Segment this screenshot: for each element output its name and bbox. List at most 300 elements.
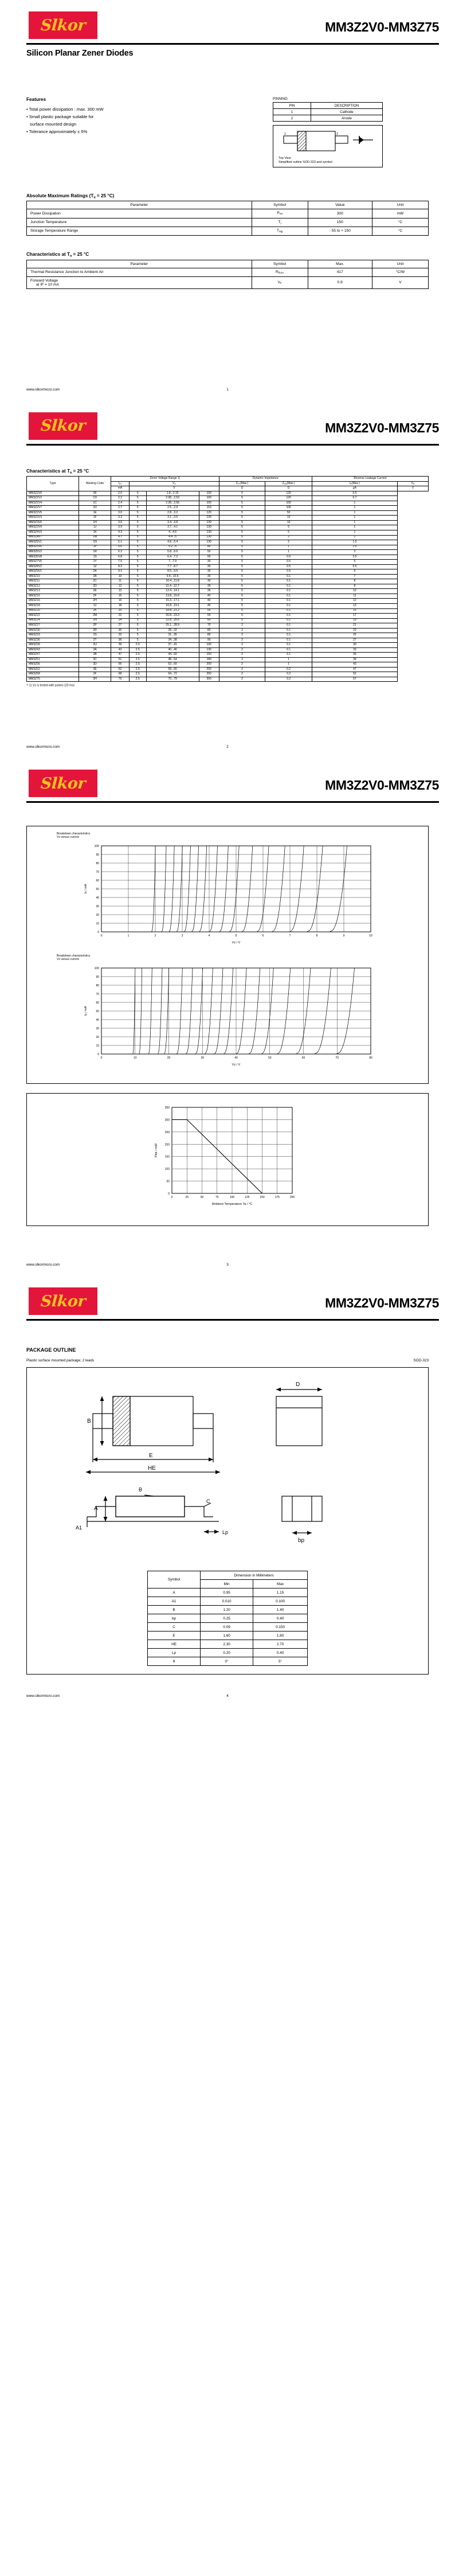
zener-marking: 1J: [79, 525, 111, 530]
zener-value: 10: [265, 520, 312, 525]
zener-value: 0.7: [312, 496, 397, 501]
zener-marking: 1Z: [79, 564, 111, 569]
page-footer: [26, 743, 429, 749]
zener-value: 130: [199, 540, 219, 545]
zener-type: MM3Z47: [27, 653, 79, 658]
dim-symbol: B: [148, 1606, 201, 1614]
table-row: [27, 535, 429, 540]
zener-value: 100: [199, 501, 219, 506]
zener-value: 5: [219, 589, 265, 594]
table-row: [27, 608, 429, 614]
breakdown-charts-frame: [26, 826, 429, 1084]
zener-value: 30: [199, 564, 219, 569]
zener-value: 2: [219, 628, 265, 633]
parameter-symbol: $T_{stg}$: [252, 227, 308, 235]
table-row: [27, 584, 429, 589]
zener-value: 40: [199, 594, 219, 599]
zener-value: 3.4...3.8: [146, 520, 199, 525]
footer-url: www.slkormicro.com: [26, 745, 60, 750]
zener-value: 4.7: [111, 535, 130, 540]
col-group-reverse-leakage: Reverse Leakage Current: [312, 477, 428, 482]
table-row: [27, 614, 429, 619]
table-header-row: [27, 477, 429, 482]
zener-value: 150: [199, 653, 219, 658]
zener-type: MM3Z13: [27, 589, 79, 594]
abs-max-title: Absolute Maximum Ratings ($T_a = 25$ °C): [26, 193, 115, 200]
zener-type: MM3Z12: [27, 584, 79, 589]
package-code: SOD-323: [413, 1359, 429, 1363]
x-tick-label: 0: [100, 934, 103, 938]
table-row: [27, 218, 429, 227]
package-drawing: [27, 1373, 428, 1563]
y-tick-label: 10: [96, 1044, 99, 1048]
pin-description: Anode: [311, 115, 383, 122]
zener-value: 30: [199, 569, 219, 575]
dim-label-D: D: [296, 1381, 300, 1388]
table-row: [148, 1606, 308, 1614]
zener-marking: 1D: [79, 506, 111, 511]
col-symbol: Symbol: [148, 1571, 201, 1588]
dim-max: 0.40: [253, 1649, 308, 1657]
zener-value: 1: [312, 510, 397, 516]
zener-value: 4.4...5: [146, 535, 199, 540]
package-caption: [279, 157, 332, 165]
zener-value: 5: [219, 608, 265, 614]
y-tick-label: 0: [97, 1053, 99, 1057]
col-unit: Unit: [372, 260, 428, 268]
table-row: [27, 672, 429, 677]
package-caption-line1: Top View: [279, 157, 291, 160]
y-tick-label: 50: [96, 888, 99, 892]
zener-value: 16: [111, 599, 130, 604]
zener-value: 43: [111, 647, 130, 653]
zener-value: 5: [219, 564, 265, 569]
x-tick-label: 40: [234, 1056, 238, 1060]
dim-symbol: A: [148, 1588, 201, 1597]
zener-value: 80: [199, 628, 219, 633]
zener-marking: 1M: [79, 535, 111, 540]
zener-value: 35: [199, 584, 219, 589]
zener-value: 16.8...19.1: [146, 603, 199, 608]
zener-type: MM3Z4V3: [27, 530, 79, 536]
zener-marking: 3A: [79, 647, 111, 653]
zener-value: 44...50: [146, 653, 199, 658]
zener-value: 5: [219, 618, 265, 623]
dim-min: 1.60: [201, 1632, 253, 1640]
zener-value: 5: [129, 510, 146, 516]
parameter-name-line2: at IF = 10 mA: [36, 282, 59, 287]
zener-value: 6.8: [111, 555, 130, 560]
characteristics-section: [26, 252, 429, 289]
col-ir: $I_R(Max.)$: [312, 481, 397, 486]
zener-value: 100: [265, 501, 312, 506]
zener-value: 5: [129, 540, 146, 545]
zener-value: 2: [219, 662, 265, 668]
y-tick-label: 50: [96, 1010, 99, 1014]
zener-value: 1: [312, 506, 397, 511]
zener-type: MM3Z15: [27, 594, 79, 599]
table-row: [27, 657, 429, 662]
table-header-row: [27, 260, 429, 268]
zener-value: 18.8...21.2: [146, 608, 199, 614]
zener-marking: 2F: [79, 594, 111, 599]
table-row: [273, 115, 383, 122]
table-row: [27, 209, 429, 218]
table-row: [27, 574, 429, 579]
zener-value: 5.6: [111, 545, 130, 550]
package-outline-svg: [53, 1373, 402, 1563]
logo-text: Slkor: [40, 1292, 87, 1310]
zener-type: MM3Z22: [27, 614, 79, 619]
zener-marking: 2P: [79, 623, 111, 629]
zener-type: MM3Z3V3: [27, 516, 79, 521]
table-row: [27, 603, 429, 608]
x-tick-label: 150: [260, 1196, 265, 1200]
characteristics-table: [26, 260, 429, 289]
table-row: [27, 560, 429, 565]
col-unit: Unit: [372, 201, 428, 209]
company-logo: [29, 770, 97, 797]
y-tick-label: 30: [96, 905, 99, 909]
table-row: [27, 550, 429, 555]
dim-min: 2.30: [201, 1640, 253, 1649]
zener-value: 2: [219, 643, 265, 648]
y-tick-label: 100: [164, 1168, 170, 1172]
zener-value: 9.4...10.6: [146, 574, 199, 579]
table-row: [27, 647, 429, 653]
page-3: [0, 767, 455, 1273]
zener-value: 31...35: [146, 633, 199, 638]
zener-table-note: $^{1)}$ 1) Vz is tested with pulses (20 ms).: [26, 684, 76, 688]
zener-value: 2.0: [111, 491, 130, 496]
col-zzt: $Z_{ZT}(Max.)$: [219, 481, 265, 486]
zener-type: MM3Z24: [27, 618, 79, 623]
x-tick-label: 175: [274, 1196, 280, 1200]
zener-value: 8.5...9.6: [146, 569, 199, 575]
zener-value: 120: [265, 491, 312, 496]
y-tick-label: 100: [94, 967, 99, 971]
dim-symbol: Lp: [148, 1649, 201, 1657]
zener-value: 100: [199, 491, 219, 496]
zener-value: 130: [199, 520, 219, 525]
zener-marking: 2C: [79, 579, 111, 584]
zener-value: 130: [199, 530, 219, 536]
zener-value: 2.4: [111, 501, 130, 506]
zener-value: 0.1: [265, 574, 312, 579]
zener-value: 100: [199, 496, 219, 501]
zener-value: 0.5: [312, 491, 397, 496]
zener-type: MM3Z18: [27, 603, 79, 608]
zener-value: 2: [219, 672, 265, 677]
zener-type: MM3Z10: [27, 574, 79, 579]
zener-table-body: [27, 491, 429, 682]
package-drawing-box: [26, 1367, 429, 1675]
zener-value: 5: [129, 506, 146, 511]
chart-2-svg: [67, 961, 388, 1073]
zener-value: 2.7: [111, 506, 130, 511]
zener-value: 4.8...5.4: [146, 540, 199, 545]
features-section: [26, 97, 429, 171]
zener-value: 33: [111, 633, 130, 638]
zener-value: 200: [199, 662, 219, 668]
zener-value: 58...66: [146, 667, 199, 672]
zener-value: 3: [312, 550, 397, 555]
abs-max-section: [26, 193, 429, 236]
zener-value: 2.2: [111, 496, 130, 501]
zener-marking: 1P: [79, 545, 111, 550]
zener-value: 5: [219, 584, 265, 589]
zener-value: 45: [199, 603, 219, 608]
table-row: [27, 628, 429, 633]
zener-value: 6.2: [111, 550, 130, 555]
table-row: [27, 633, 429, 638]
zener-value: 18: [111, 603, 130, 608]
zener-value: 5: [219, 496, 265, 501]
zener-value: 5: [129, 545, 146, 550]
zener-type: MM3Z3V6: [27, 520, 79, 525]
zener-type: MM3Z27: [27, 623, 79, 629]
zener-value: 10: [111, 574, 130, 579]
zener-value: 2: [219, 653, 265, 658]
dim-label-A1: A1: [76, 1525, 83, 1531]
table-row: [148, 1588, 308, 1597]
zener-value: 5: [219, 516, 265, 521]
unit-vr: V: [397, 486, 428, 491]
zener-value: 5: [219, 530, 265, 536]
x-tick-label: 1: [127, 934, 130, 938]
zener-type: MM3Z3V9: [27, 525, 79, 530]
zener-value: 5: [219, 594, 265, 599]
zener-value: 5.5: [312, 564, 397, 569]
y-tick-label: 0: [168, 1192, 170, 1196]
zener-marking: 3B: [79, 653, 111, 658]
zener-value: 180: [199, 657, 219, 662]
package-caption-line2: Simplified outline SOD-323 and symbol: [279, 161, 332, 164]
dim-symbol: θ: [148, 1657, 201, 1666]
table-row: [27, 268, 429, 276]
zener-value: 5: [219, 520, 265, 525]
zener-value: 2: [265, 535, 312, 540]
zener-type: MM3Z2V0: [27, 491, 79, 496]
pinning-section: [273, 97, 396, 167]
zener-value: 13: [111, 589, 130, 594]
zener-marking: 2A: [79, 569, 111, 575]
zener-marking: 2J: [79, 603, 111, 608]
zener-value: 130: [199, 525, 219, 530]
zener-type: MM3Z5V6: [27, 545, 79, 550]
col-min: Min: [201, 1580, 253, 1588]
zener-value: 3.0: [111, 510, 130, 516]
part-number-title: MM3Z2V0-MM3Z75: [325, 778, 439, 793]
abs-max-table: [26, 201, 429, 236]
zener-value: 5: [219, 491, 265, 496]
zener-value: 2.5: [129, 672, 146, 677]
table-row: [27, 520, 429, 525]
header-rule: [26, 43, 439, 45]
zener-type: MM3Z11: [27, 579, 79, 584]
dim-min: 0.09: [201, 1623, 253, 1632]
zener-value: 28...32: [146, 628, 199, 633]
table-row: [27, 501, 429, 506]
parameter-name: Thermal Resistance Junction to Ambient Air: [27, 268, 252, 276]
zener-value: 40: [199, 599, 219, 604]
table-row: [27, 276, 429, 288]
zener-value: 27: [111, 623, 130, 629]
dim-label-HE: HE: [148, 1465, 156, 1472]
zener-value: 3.5: [312, 555, 397, 560]
table-row: [27, 618, 429, 623]
part-number-title: MM3Z2V0-MM3Z75: [325, 420, 439, 435]
zener-marking: 1F: [79, 516, 111, 521]
table-row: [27, 545, 429, 550]
zener-type: MM3Z2V2: [27, 496, 79, 501]
table-row: [27, 516, 429, 521]
x-tick-label: 5: [235, 934, 237, 938]
zener-type: MM3Z39: [27, 643, 79, 648]
table-row: [27, 667, 429, 672]
table-row: [148, 1649, 308, 1657]
x-tick-label: 0: [171, 1196, 173, 1200]
table-row: [27, 677, 429, 682]
zener-value: 5: [129, 516, 146, 521]
zener-marking: 1R: [79, 550, 111, 555]
zener-value: 3.9: [111, 525, 130, 530]
table-row: [27, 491, 429, 496]
zener-value: 36: [111, 638, 130, 643]
zener-value: 5: [219, 501, 265, 506]
zener-value: 5: [129, 560, 146, 565]
table-header-row: [273, 103, 383, 109]
zener-type: MM3Z6V2: [27, 550, 79, 555]
zener-marking: 1C: [79, 501, 111, 506]
zener-value: 5: [219, 579, 265, 584]
y-axis-label: Iz / mA: [84, 1006, 88, 1016]
parameter-value: 300: [308, 209, 372, 218]
x-tick-label: 10: [133, 1056, 137, 1060]
zener-value: 0.1: [265, 647, 312, 653]
zener-value: 52...60: [146, 662, 199, 668]
zener-value: 0.1: [265, 623, 312, 629]
zener-value: 50: [199, 550, 219, 555]
power-derating-chart-frame: [26, 1093, 429, 1226]
x-tick-label: 7: [289, 934, 291, 938]
zener-value: 5: [129, 491, 146, 496]
zener-value: 5: [129, 623, 146, 629]
zener-value: 21: [312, 623, 397, 629]
parameter-unit: °C: [372, 218, 428, 227]
zener-marking: 2E: [79, 589, 111, 594]
dim-min: 0°: [201, 1657, 253, 1666]
page-4: [0, 1285, 455, 1704]
zener-value: 0.1: [265, 618, 312, 623]
dim-label-A: A: [94, 1505, 98, 1512]
zener-value: 5: [129, 628, 146, 633]
zener-value: 2.5...2.9: [146, 506, 199, 511]
dim-symbol: C: [148, 1623, 201, 1632]
zener-type: MM3Z75: [27, 677, 79, 682]
table-row: [27, 530, 429, 536]
zener-value: 23: [312, 628, 397, 633]
zener-value: 0.5: [265, 555, 312, 560]
chart-1-svg: [67, 839, 388, 951]
dim-max: 2.70: [253, 1640, 308, 1649]
table-row: [148, 1597, 308, 1606]
table-row: [27, 510, 429, 516]
zener-value: 39: [111, 643, 130, 648]
zener-value: 19: [312, 618, 397, 623]
zener-value: 0.2: [265, 672, 312, 677]
zener-value: 27: [312, 638, 397, 643]
table-row: [27, 638, 429, 643]
dim-label-theta: θ: [139, 1487, 142, 1494]
zener-value: 0.1: [265, 579, 312, 584]
company-logo: [29, 412, 97, 440]
logo-text: Slkor: [40, 16, 87, 34]
zener-value: 2: [265, 540, 312, 545]
zener-value: 50: [265, 510, 312, 516]
zener-value: 0.1: [265, 633, 312, 638]
table-row: [27, 623, 429, 629]
y-tick-label: 60: [96, 1001, 99, 1005]
zener-value: 0.1: [265, 614, 312, 619]
zener-value: 13.8...15.6: [146, 594, 199, 599]
zener-marking: 3C: [79, 657, 111, 662]
x-tick-label: 30: [201, 1056, 205, 1060]
zener-value: 39: [312, 657, 397, 662]
y-tick-label: 300: [164, 1118, 170, 1122]
zener-type: MM3Z20: [27, 608, 79, 614]
page-footer: [26, 1692, 429, 1698]
chart-2-title: Breakdown characteristics Vz versus current: [57, 954, 91, 962]
zener-value: 57: [312, 677, 397, 682]
zener-value: 34...38: [146, 638, 199, 643]
zener-value: 0.1: [265, 638, 312, 643]
chart-1-title: Breakdown characteristics Vz versus current: [57, 832, 91, 840]
zener-value: 17: [312, 614, 397, 619]
zener-value: 130: [199, 516, 219, 521]
zener-value: 56: [111, 662, 130, 668]
zener-value: 25.1...28.9: [146, 623, 199, 629]
page-number: 1: [226, 387, 229, 392]
col-marking-code: Marking Code: [79, 477, 111, 491]
zener-value: 0.5: [265, 564, 312, 569]
parameter-max: 0.9: [308, 276, 372, 288]
unit-izt: mA: [111, 486, 130, 491]
col-group-zener-voltage: Zener Voltage Range 1): [111, 477, 219, 482]
y-tick-label: 200: [164, 1143, 170, 1147]
zener-value: 15.3...17.1: [146, 599, 199, 604]
zener-value: 5: [265, 525, 312, 530]
x-tick-label: 0: [100, 1056, 103, 1060]
zener-value: 0.1: [265, 653, 312, 658]
zener-type: MM3Z36: [27, 638, 79, 643]
dim-min: 0.20: [201, 1649, 253, 1657]
zener-type: MM3Z5V1: [27, 540, 79, 545]
zener-value: 1: [312, 520, 397, 525]
y-axis-label: Iz / mA: [84, 884, 88, 894]
page-header: [26, 767, 439, 803]
company-logo: [29, 11, 97, 39]
zener-value: 80: [199, 633, 219, 638]
zener-value: 5: [129, 603, 146, 608]
zener-marking: 90: [79, 491, 111, 496]
zener-value: 2.5: [129, 653, 146, 658]
zener-value: 60: [199, 618, 219, 623]
col-symbol: Symbol: [252, 201, 308, 209]
zener-type: MM3ZAV7: [27, 535, 79, 540]
x-tick-label: 75: [215, 1196, 219, 1200]
dim-label-B: B: [87, 1418, 91, 1425]
